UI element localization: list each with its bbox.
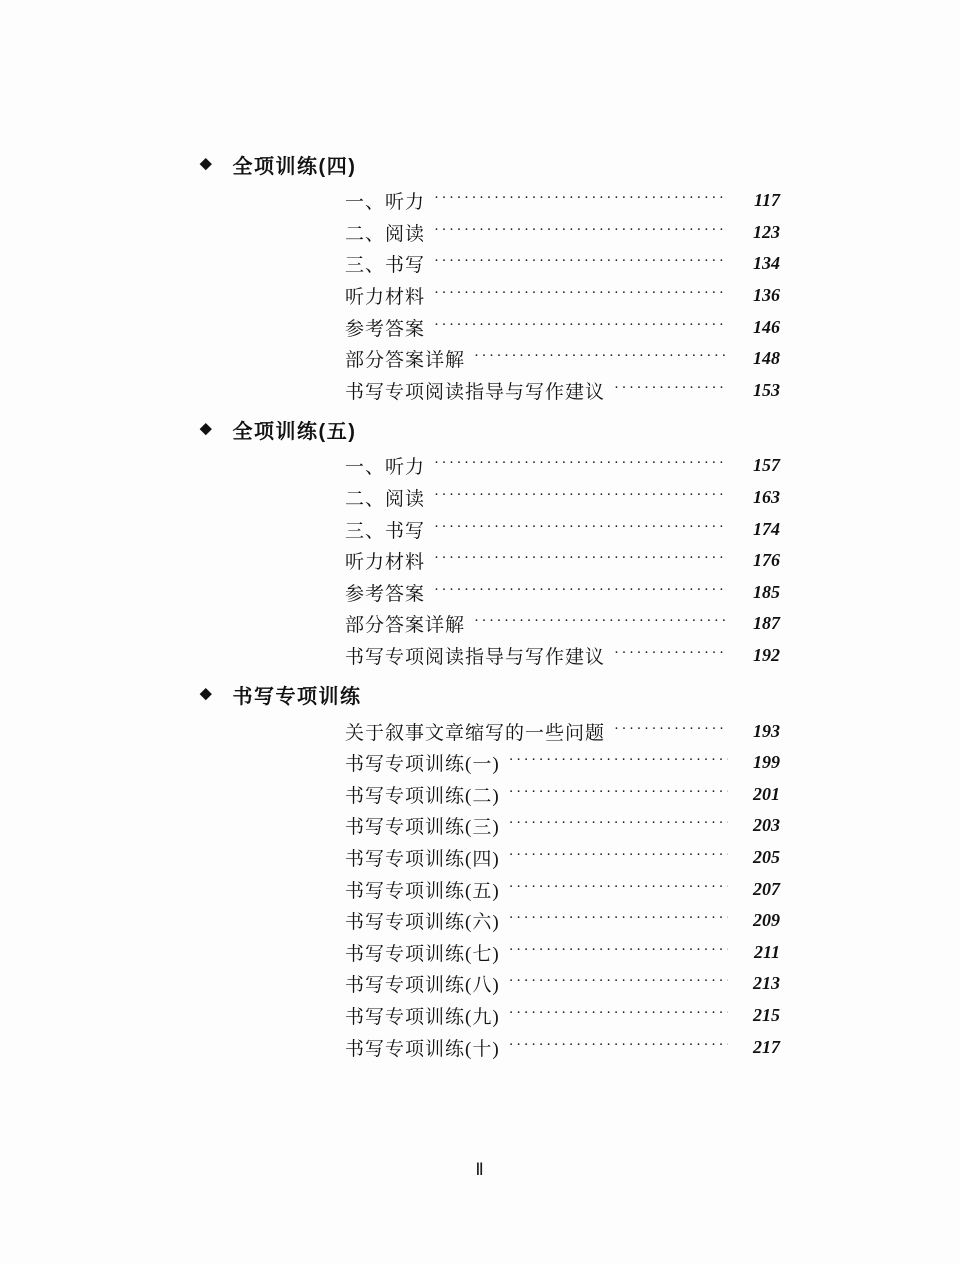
dot-leader xyxy=(509,1037,728,1054)
toc-entry xyxy=(200,779,780,811)
dot-leader xyxy=(509,879,728,896)
toc-entry-page: 203 xyxy=(753,815,780,836)
toc-entry-page: 146 xyxy=(753,316,780,337)
toc-entry xyxy=(200,185,780,217)
toc-entry-label: 书写专项训练(三) xyxy=(345,817,500,839)
section-header xyxy=(200,413,780,445)
toc-entry-page: 211 xyxy=(753,941,780,962)
dot-leader xyxy=(509,1005,728,1022)
toc-entry-label: 部分答案详解 xyxy=(345,350,466,372)
toc-entry-label: 听力材料 xyxy=(345,287,426,309)
toc-entry xyxy=(200,311,780,343)
toc-entry xyxy=(200,1031,780,1063)
toc-entry-page: 205 xyxy=(753,846,780,867)
toc-entry-label: 书写专项训练(七) xyxy=(345,943,500,965)
toc-entry xyxy=(200,450,780,482)
section-quanxiang-4 xyxy=(200,148,780,406)
toc-entry xyxy=(200,280,780,312)
toc-entry-label: 参考答案 xyxy=(345,318,426,340)
dot-leader xyxy=(434,487,728,504)
toc-entry-label: 书写专项训练(一) xyxy=(345,754,500,776)
dot-leader xyxy=(509,815,728,832)
toc-entry-page: 153 xyxy=(753,379,780,400)
diamond-bullet-icon: ◆ xyxy=(200,685,212,703)
toc-entry xyxy=(200,1000,780,1032)
toc-entry-label: 书写专项阅读指导与写作建议 xyxy=(345,381,606,403)
toc-entry-label: 听力材料 xyxy=(345,552,426,574)
toc-entry-label: 参考答案 xyxy=(345,583,426,605)
toc-entry-label: 书写专项训练(五) xyxy=(345,880,500,902)
dot-leader xyxy=(509,847,728,864)
toc-entry-page: 157 xyxy=(753,455,780,476)
section-shuxie-zhuanxiang xyxy=(200,678,780,1063)
toc-entry xyxy=(200,513,780,545)
toc-entry-label: 书写专项训练(四) xyxy=(345,848,500,870)
section-title: 书写专项训练 xyxy=(232,685,362,708)
dot-leader xyxy=(434,190,728,207)
section-quanxiang-5 xyxy=(200,413,780,671)
dot-leader xyxy=(474,348,728,365)
toc-entry xyxy=(200,482,780,514)
dot-leader xyxy=(614,721,728,738)
section-title: 全项训练(五) xyxy=(232,420,357,443)
toc-entry-label: 二、阅读 xyxy=(345,223,426,245)
toc-entry-page: 187 xyxy=(753,613,780,634)
toc-entry-label: 书写专项训练(二) xyxy=(345,785,500,807)
toc-entry-page: 199 xyxy=(753,752,780,773)
toc-entry-page: 209 xyxy=(753,910,780,931)
toc-entry-label: 书写专项训练(九) xyxy=(345,1006,500,1028)
toc-entry-page: 193 xyxy=(753,720,780,741)
section-header xyxy=(200,678,780,710)
toc-entry-page: 185 xyxy=(753,581,780,602)
toc-entry-page: 174 xyxy=(753,518,780,539)
toc-entry-page: 192 xyxy=(753,645,780,666)
dot-leader xyxy=(434,253,728,270)
toc-entry xyxy=(200,968,780,1000)
dot-leader xyxy=(509,942,728,959)
toc-entry-page: 207 xyxy=(753,878,780,899)
toc-entry xyxy=(200,248,780,280)
toc-entry xyxy=(200,936,780,968)
dot-leader xyxy=(434,222,728,239)
toc-entry xyxy=(200,747,780,779)
dot-leader xyxy=(614,380,728,397)
diamond-bullet-icon: ◆ xyxy=(200,420,212,438)
dot-leader xyxy=(614,645,728,662)
toc-entry-page: 123 xyxy=(753,221,780,242)
toc-entry-label: 部分答案详解 xyxy=(345,615,466,637)
toc-entry xyxy=(200,810,780,842)
toc-entry xyxy=(200,905,780,937)
toc-entry-page: 117 xyxy=(753,190,780,211)
toc-entry xyxy=(200,640,780,672)
toc-entry xyxy=(200,375,780,407)
toc-entry xyxy=(200,217,780,249)
toc-entry-label: 关于叙事文章缩写的一些问题 xyxy=(345,722,606,744)
toc-entry xyxy=(200,577,780,609)
toc-entry xyxy=(200,873,780,905)
dot-leader xyxy=(509,910,728,927)
dot-leader xyxy=(434,519,728,536)
toc-entry-page: 201 xyxy=(753,783,780,804)
toc-entry xyxy=(200,608,780,640)
toc-entry-page: 215 xyxy=(753,1004,780,1025)
dot-leader xyxy=(434,285,728,302)
dot-leader xyxy=(434,550,728,567)
toc-entry-page: 176 xyxy=(753,550,780,571)
dot-leader xyxy=(474,613,728,630)
toc-entry-label: 书写专项训练(十) xyxy=(345,1038,500,1060)
dot-leader xyxy=(434,455,728,472)
toc-entry-page: 148 xyxy=(753,348,780,369)
toc-entry-label: 三、书写 xyxy=(345,255,426,277)
toc-entry-page: 134 xyxy=(753,253,780,274)
toc-entry-label: 三、书写 xyxy=(345,520,426,542)
table-of-contents xyxy=(200,148,780,1070)
toc-entry-label: 二、阅读 xyxy=(345,489,426,511)
dot-leader xyxy=(509,752,728,769)
dot-leader xyxy=(509,973,728,990)
dot-leader xyxy=(434,582,728,599)
toc-entry-page: 136 xyxy=(753,285,780,306)
dot-leader xyxy=(509,784,728,801)
section-header xyxy=(200,148,780,180)
toc-entry-page: 213 xyxy=(753,973,780,994)
toc-entry-label: 一、听力 xyxy=(345,457,426,479)
diamond-bullet-icon: ◆ xyxy=(200,155,212,172)
dot-leader xyxy=(434,317,728,334)
toc-entry xyxy=(200,343,780,375)
toc-entry-label: 书写专项阅读指导与写作建议 xyxy=(345,647,606,669)
section-title: 全项训练(四) xyxy=(232,155,357,178)
toc-entry-label: 书写专项训练(六) xyxy=(345,912,500,934)
toc-entry xyxy=(200,545,780,577)
toc-entry-page: 163 xyxy=(753,487,780,508)
toc-entry xyxy=(200,715,780,747)
folio-page-number: Ⅱ xyxy=(475,1160,485,1179)
toc-entry-label: 书写专项训练(八) xyxy=(345,975,500,997)
toc-entry xyxy=(200,842,780,874)
toc-entry-label: 一、听力 xyxy=(345,192,426,214)
toc-entry-page: 217 xyxy=(753,1036,780,1057)
